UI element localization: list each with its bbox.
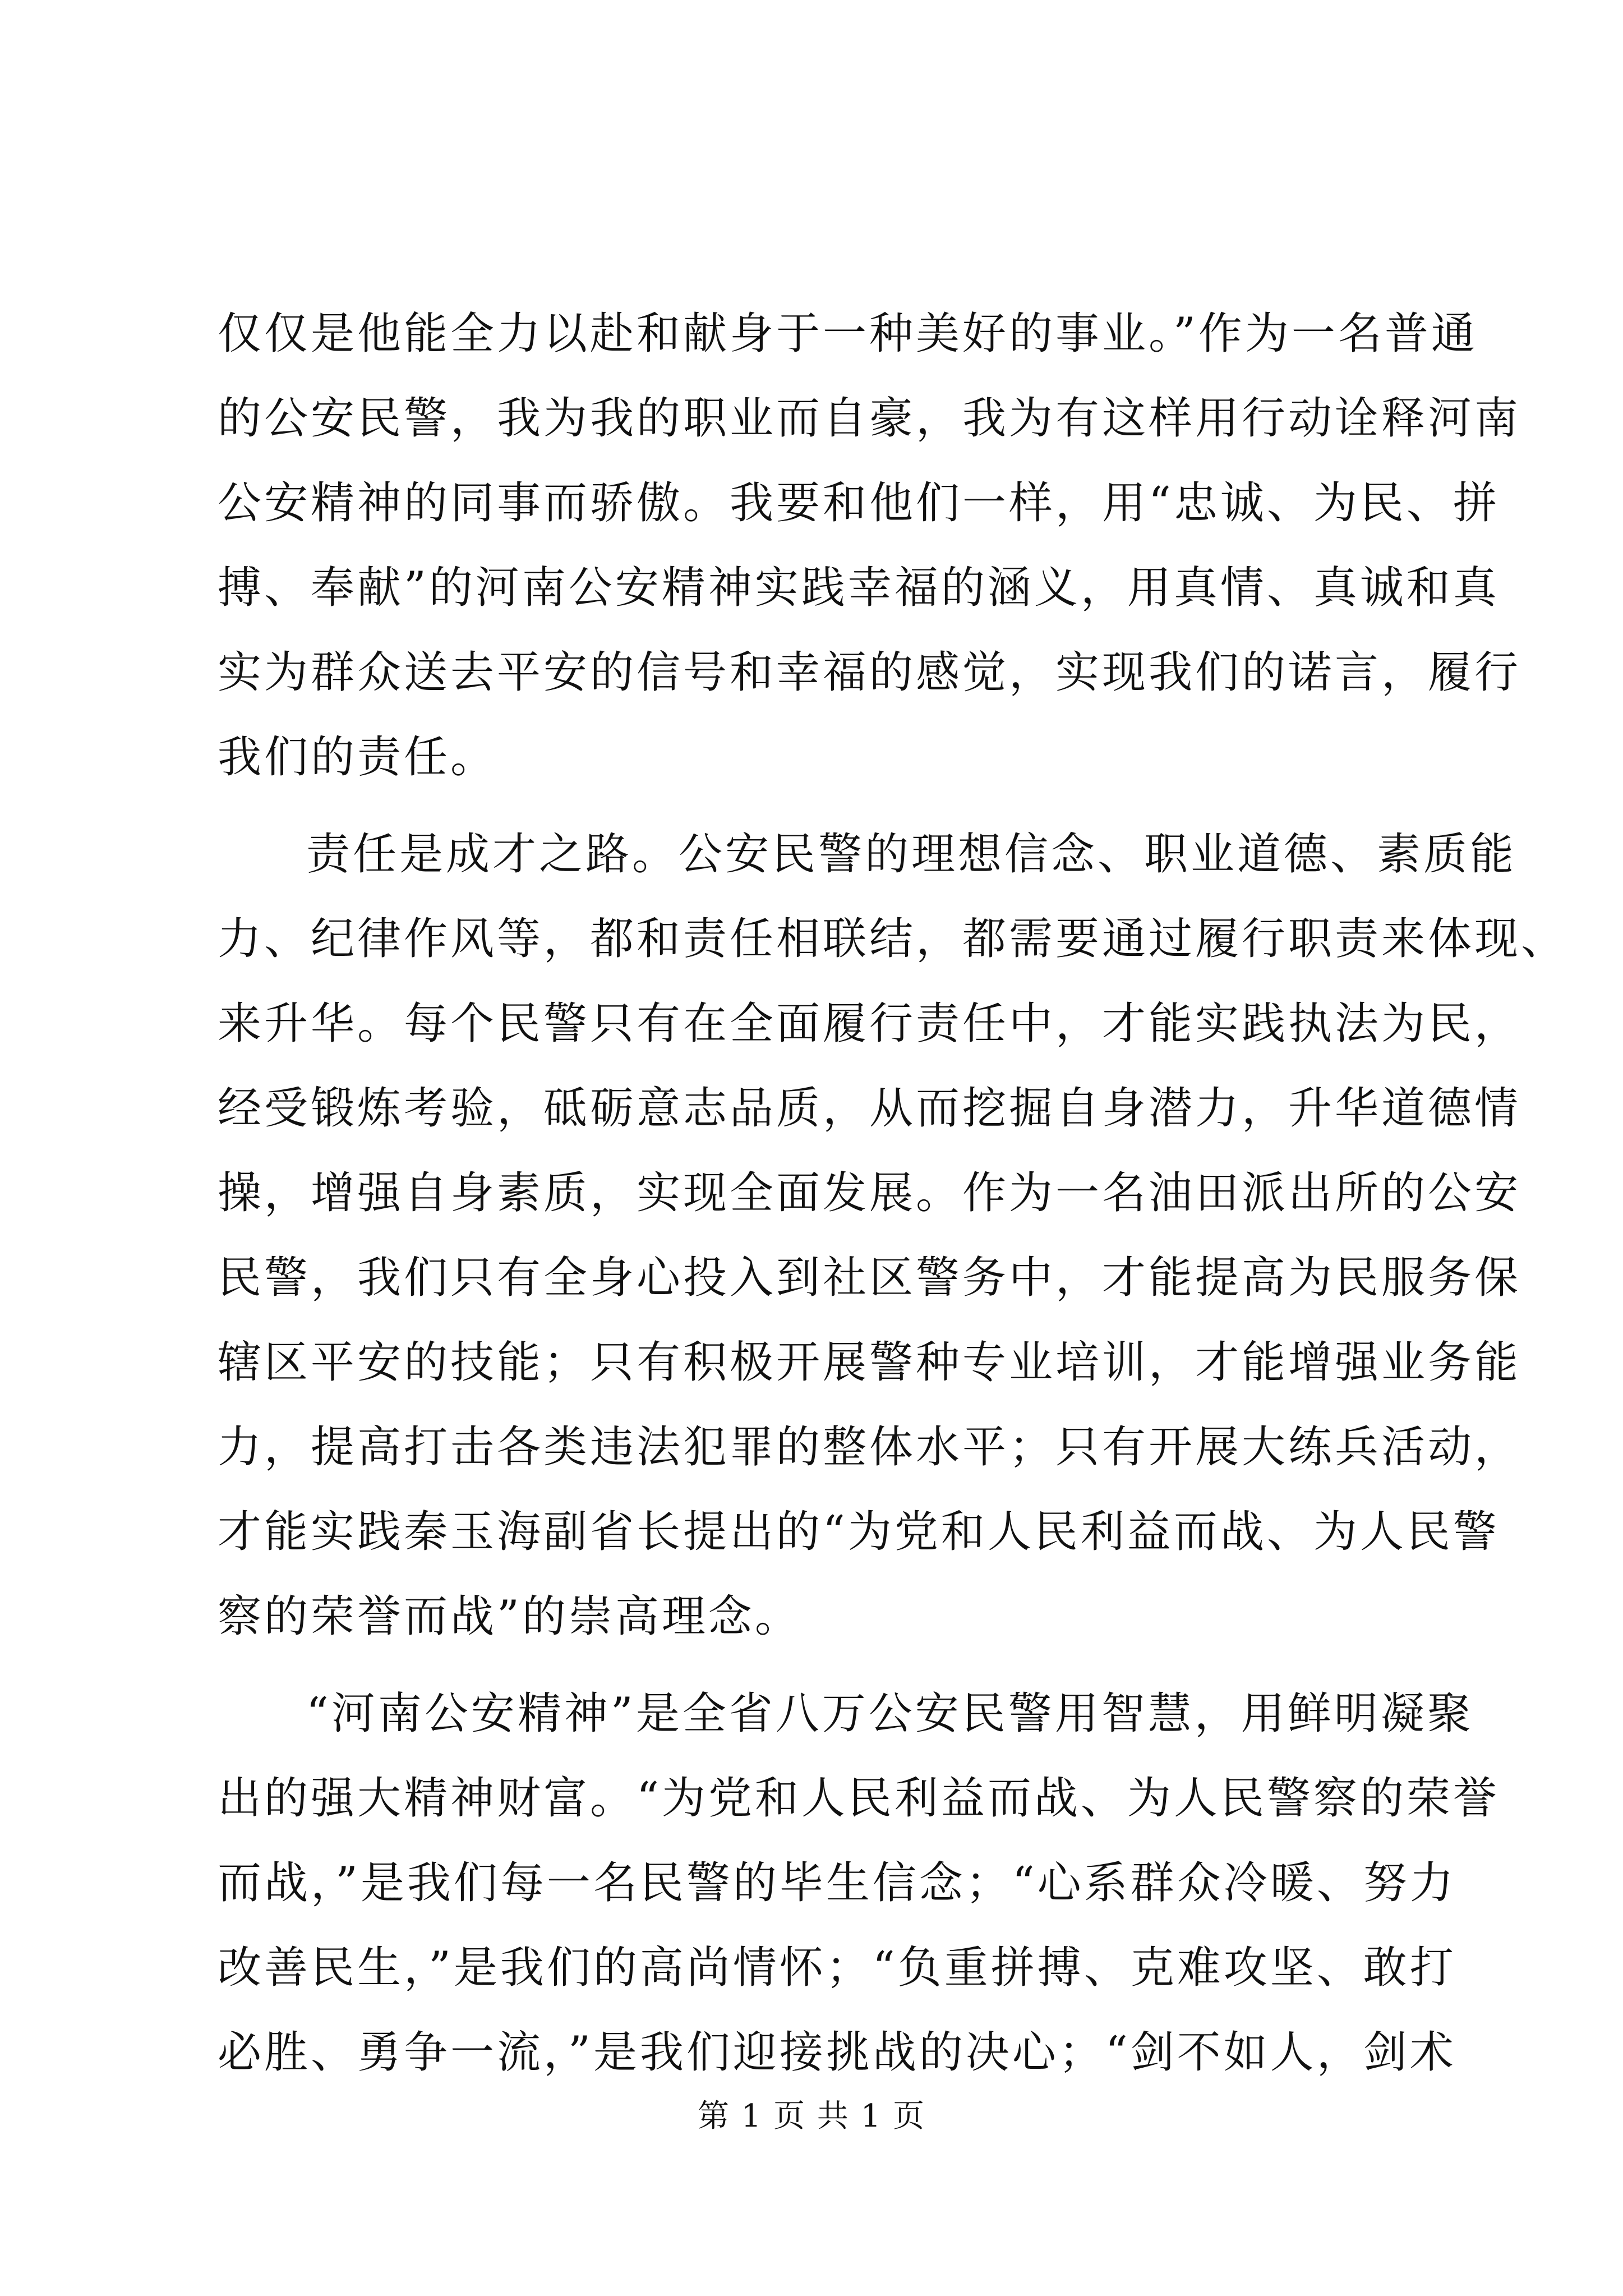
text-line: 辖区平安的技能；只有积极开展警种专业培训，才能增强业务能	[218, 1337, 1521, 1388]
text-line: 实为群众送去平安的信号和幸福的感觉，实现我们的诺言，履行	[218, 647, 1521, 698]
text-line: 的公安民警，我为我的职业而自豪，我为有这样用行动诠释河南	[218, 393, 1521, 444]
text-line: 公安精神的同事而骄傲。我要和他们一样，用“忠诚、为民、拼	[218, 478, 1500, 528]
text-line: 力，提高打击各类违法犯罪的整体水平；只有开展大练兵活动，	[218, 1422, 1521, 1473]
text-line: 来升华。每个民警只有在全面履行责任中，才能实践执法为民，	[218, 999, 1521, 1049]
text-line: 操，增强自身素质，实现全面发展。作为一名油田派出所的公安	[218, 1168, 1521, 1218]
text-line: 民警，我们只有全身心投入到社区警务中，才能提高为民服务保	[218, 1253, 1521, 1303]
text-line: 出的强大精神财富。“为党和人民利益而战、为人民警察的荣誉	[218, 1773, 1500, 1824]
page-footer: 第 1 页 共 1 页	[697, 2098, 926, 2134]
text-line: 力、纪律作风等，都和责任相联结，都需要通过履行职责来体现、	[218, 914, 1568, 964]
text-line: 必胜、勇争一流，”是我们迎接挑战的决心；“剑不如人，剑术	[218, 2027, 1456, 2078]
document-body	[218, 292, 1568, 2095]
text-line: 经受锻炼考验，砥砺意志品质，从而挖掘自身潜力，升华道德情	[218, 1083, 1521, 1134]
text-line: 而战，”是我们每一名民警的毕生信念；“心系群众冷暖、努力	[218, 1858, 1456, 1908]
text-line: 仅仅是他能全力以赴和献身于一种美好的事业。”作为一名普通	[218, 309, 1478, 359]
text-line: 察的荣誉而战”的崇高理念。	[218, 1591, 801, 1642]
text-line: 才能实践秦玉海副省长提出的“为党和人民利益而战、为人民警	[218, 1507, 1500, 1557]
text-line: 我们的责任。	[218, 732, 497, 783]
text-line: 搏、奉献”的河南公安精神实践幸福的涵义，用真情、真诚和真	[218, 563, 1500, 613]
text-line: 改善民生，”是我们的高尚情怀；“负重拼搏、克难攻坚、敢打	[218, 1943, 1456, 1993]
paragraph-first-line: “河南公安精神”是全省八万公安民警用智慧，用鲜明凝聚	[306, 1688, 1474, 1739]
paragraph-first-line: 责任是成才之路。公安民警的理想信念、职业道德、素质能	[306, 829, 1517, 880]
